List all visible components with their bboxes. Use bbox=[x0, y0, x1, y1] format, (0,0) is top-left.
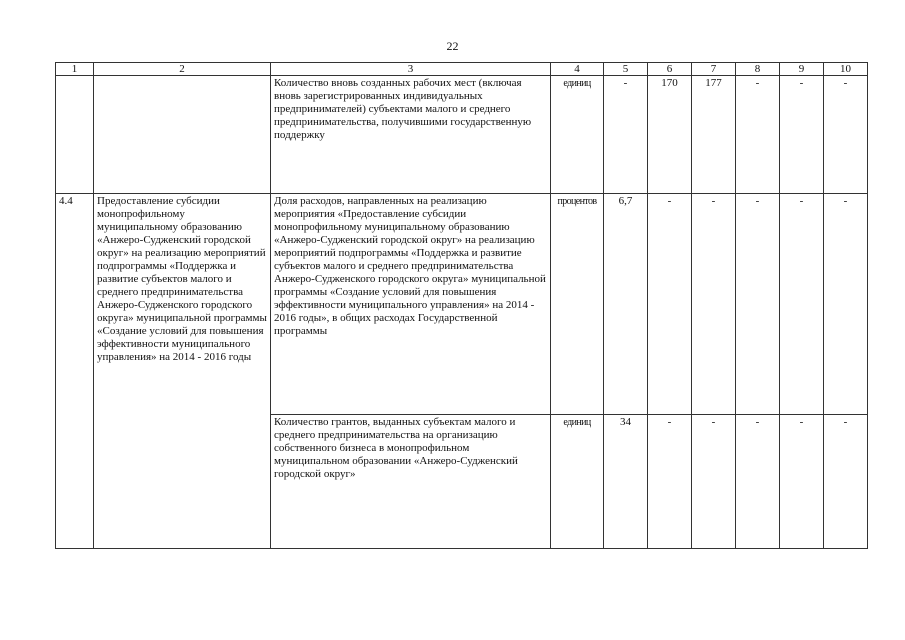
header-cell: 7 bbox=[692, 63, 736, 76]
indicator-cell: Доля расходов, направленных на реализацию мероприятия «Предоставление субсидии монопрофильному муниципальному образованию «Анжеро-Судженский городской округ» на реализацию мероприятий подпрограммы «Поддержка и развитие субъектов малого и среднего предпринимательства Анжеро-Судженского городского округа» муниципальной программы «Создание условий для повышения эффективности муниципального управления» на 2014 - 2016 годы», в общих расходах Государственной программы bbox=[271, 194, 551, 415]
value-cell: - bbox=[692, 194, 736, 415]
table-row bbox=[56, 76, 868, 194]
value-cell: 177 bbox=[692, 76, 736, 194]
value-cell: - bbox=[824, 415, 868, 549]
indicators-table bbox=[55, 62, 868, 549]
value-cell: - bbox=[780, 415, 824, 549]
unit-cell: процентов bbox=[551, 194, 604, 415]
page-number: 22 bbox=[446, 39, 459, 53]
value-cell: 34 bbox=[604, 415, 648, 549]
value-cell: - bbox=[604, 76, 648, 194]
unit-cell: единиц bbox=[551, 415, 604, 549]
header-cell: 2 bbox=[94, 63, 271, 76]
header-cell: 4 bbox=[551, 63, 604, 76]
value-cell: - bbox=[692, 415, 736, 549]
header-row bbox=[56, 63, 868, 76]
value-cell: - bbox=[736, 194, 780, 415]
header-cell: 1 bbox=[56, 63, 94, 76]
measure-cell bbox=[94, 76, 271, 194]
row-number: 4.4 bbox=[56, 194, 94, 549]
header-cell: 9 bbox=[780, 63, 824, 76]
value-cell: - bbox=[780, 194, 824, 415]
value-cell: - bbox=[736, 415, 780, 549]
value-cell: - bbox=[648, 415, 692, 549]
unit-cell: единиц bbox=[551, 76, 604, 194]
row-number bbox=[56, 76, 94, 194]
value-cell: - bbox=[780, 76, 824, 194]
value-cell: 170 bbox=[648, 76, 692, 194]
header-cell: 6 bbox=[648, 63, 692, 76]
indicator-cell: Количество вновь созданных рабочих мест (включая вновь зарегистрированных индивидуальных предпринимателей) субъектами малого и среднего предпринимательства, получившими государственную поддержку bbox=[271, 76, 551, 194]
value-cell: - bbox=[824, 76, 868, 194]
table-row bbox=[56, 194, 868, 415]
indicator-cell: Количество грантов, выданных субъектам малого и среднего предпринимательства на организацию собственного бизнеса в монопрофильном муниципальном образовании «Анжеро-Судженский городской округ» bbox=[271, 415, 551, 549]
value-cell: - bbox=[648, 194, 692, 415]
header-cell: 10 bbox=[824, 63, 868, 76]
header-cell: 8 bbox=[736, 63, 780, 76]
header-cell: 3 bbox=[271, 63, 551, 76]
value-cell: 6,7 bbox=[604, 194, 648, 415]
header-cell: 5 bbox=[604, 63, 648, 76]
value-cell: - bbox=[736, 76, 780, 194]
measure-cell: Предоставление субсидии монопрофильному муниципальному образованию «Анжеро-Судженский городской округ» на реализацию мероприятий подпрограммы «Поддержка и развитие субъектов малого и среднего предпринимательства Анжеро-Судженского городского округа» муниципальной программы «Создание условий для повышения эффективности муниципального управления» на 2014 - 2016 годы bbox=[94, 194, 271, 549]
value-cell: - bbox=[824, 194, 868, 415]
